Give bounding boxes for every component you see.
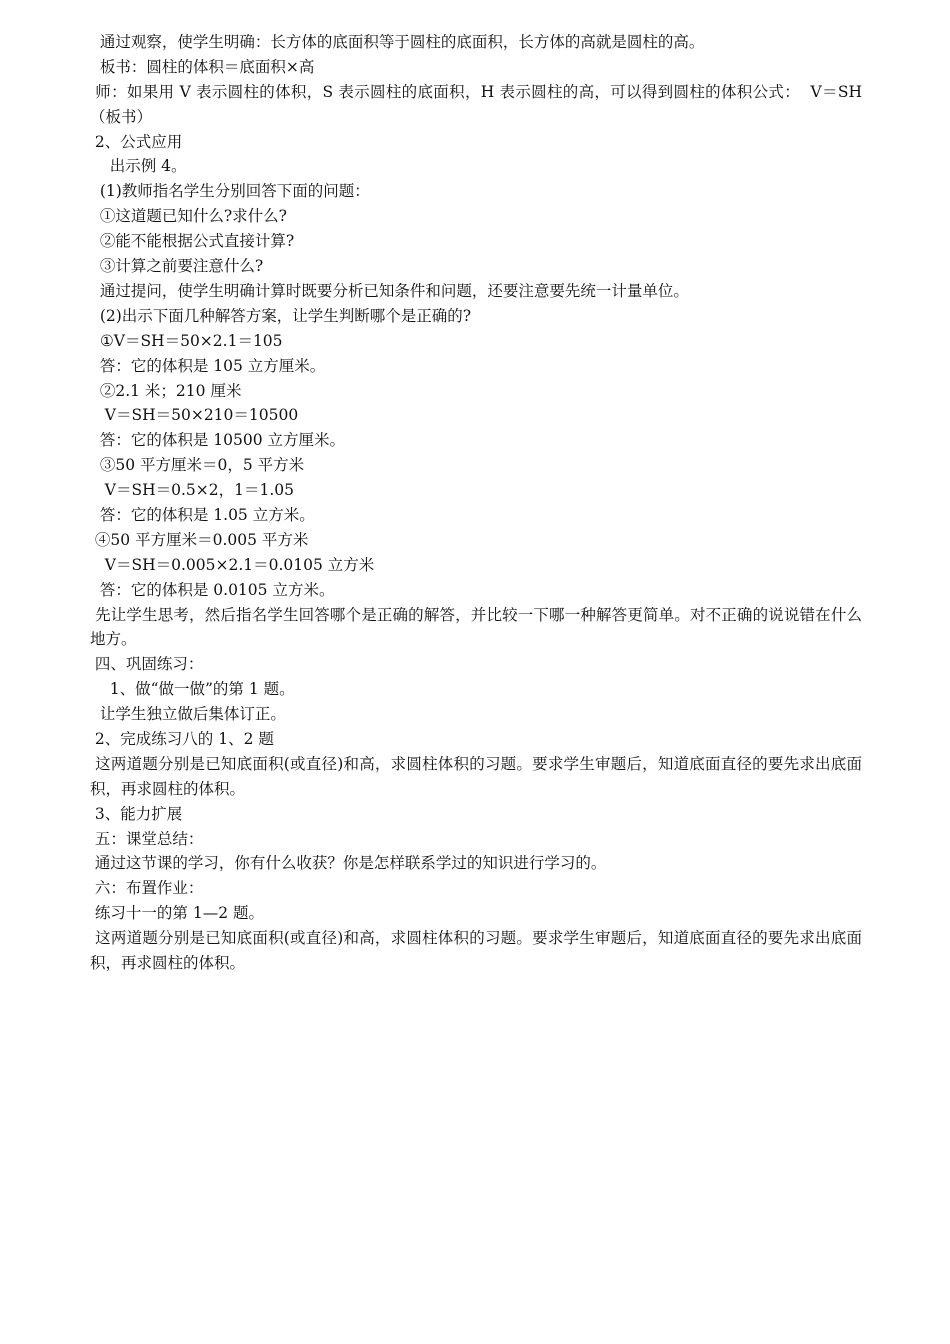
text-line: ③计算之前要注意什么? bbox=[90, 257, 264, 276]
text-line: 答：它的体积是 0.0105 立方米。 bbox=[90, 580, 335, 599]
text-line: 通过提问，使学生明确计算时既要分析已知条件和问题，还要注意要先统一计量单位。 bbox=[90, 281, 689, 300]
text-line: 2、公式应用 bbox=[90, 132, 183, 151]
text-paragraph: 先让学生思考，然后指名学生回答哪个是正确的解答，并比较一下哪一种解答更简单。对不正确的说说错在什么地方。 bbox=[90, 605, 862, 649]
text-line: ②2.1 米；210 厘米 bbox=[90, 381, 242, 400]
text-paragraph: 这两道题分别是已知底面积(或直径)和高，求圆柱体积的习题。要求学生审题后，知道底面直径的要先求出底面积，再求圆柱的体积。 bbox=[90, 929, 862, 973]
text-line: ②能不能根据公式直接计算? bbox=[90, 232, 295, 251]
text-line: 六：布置作业： bbox=[90, 879, 204, 898]
text-line: V＝SH＝50×210＝10500 bbox=[90, 406, 299, 425]
text-line: 出示例 4。 bbox=[90, 157, 187, 176]
text-line: 通过这节课的学习，你有什么收获？你是怎样联系学过的知识进行学习的。 bbox=[90, 854, 607, 873]
document-body bbox=[90, 30, 862, 976]
text-line: 通过观察，使学生明确：长方体的底面积等于圆柱的底面积，长方体的高就是圆柱的高。 bbox=[90, 33, 705, 51]
text-paragraph: 师：如果用 V 表示圆柱的体积，S 表示圆柱的底面积，H 表示圆柱的高，可以得到圆柱的体积公式： V＝SH（板书） bbox=[90, 82, 862, 126]
text-line: ③50 平方厘米＝0，5 平方米 bbox=[90, 456, 305, 475]
text-line: (1)教师指名学生分别回答下面的问题： bbox=[90, 182, 370, 201]
text-line: (2)出示下面几种解答方案，让学生判断哪个是正确的? bbox=[90, 306, 472, 325]
text-paragraph: 这两道题分别是已知底面积(或直径)和高，求圆柱体积的习题。要求学生审题后，知道底面直径的要先求出底面积，再求圆柱的体积。 bbox=[90, 754, 862, 798]
text-line: 1、做“做一做”的第 1 题。 bbox=[90, 680, 295, 699]
text-line: 五：课堂总结： bbox=[90, 829, 204, 848]
text-line: ①V＝SH＝50×2.1＝105 bbox=[90, 331, 283, 350]
text-line: 答：它的体积是 10500 立方厘米。 bbox=[90, 431, 346, 450]
text-line: 3、能力扩展 bbox=[90, 804, 183, 823]
text-line: V＝SH＝0.5×2，1＝1.05 bbox=[90, 481, 294, 500]
text-line: 练习十一的第 1—2 题。 bbox=[90, 904, 265, 923]
text-line: 答：它的体积是 1.05 立方米。 bbox=[90, 505, 315, 524]
text-line: 四、巩固练习： bbox=[90, 655, 204, 674]
text-line: ①这道题已知什么?求什么? bbox=[90, 207, 287, 226]
text-line: 让学生独立做后集体订正。 bbox=[90, 705, 286, 724]
text-line: 板书：圆柱的体积＝底面积×高 bbox=[90, 57, 315, 76]
text-line: 答：它的体积是 105 立方厘米。 bbox=[90, 356, 326, 375]
text-line: 2、完成练习八的 1、2 题 bbox=[90, 730, 274, 748]
text-line: V＝SH＝0.005×2.1＝0.0105 立方米 bbox=[90, 555, 375, 574]
text-line: ④50 平方厘米＝0.005 平方米 bbox=[90, 530, 309, 549]
